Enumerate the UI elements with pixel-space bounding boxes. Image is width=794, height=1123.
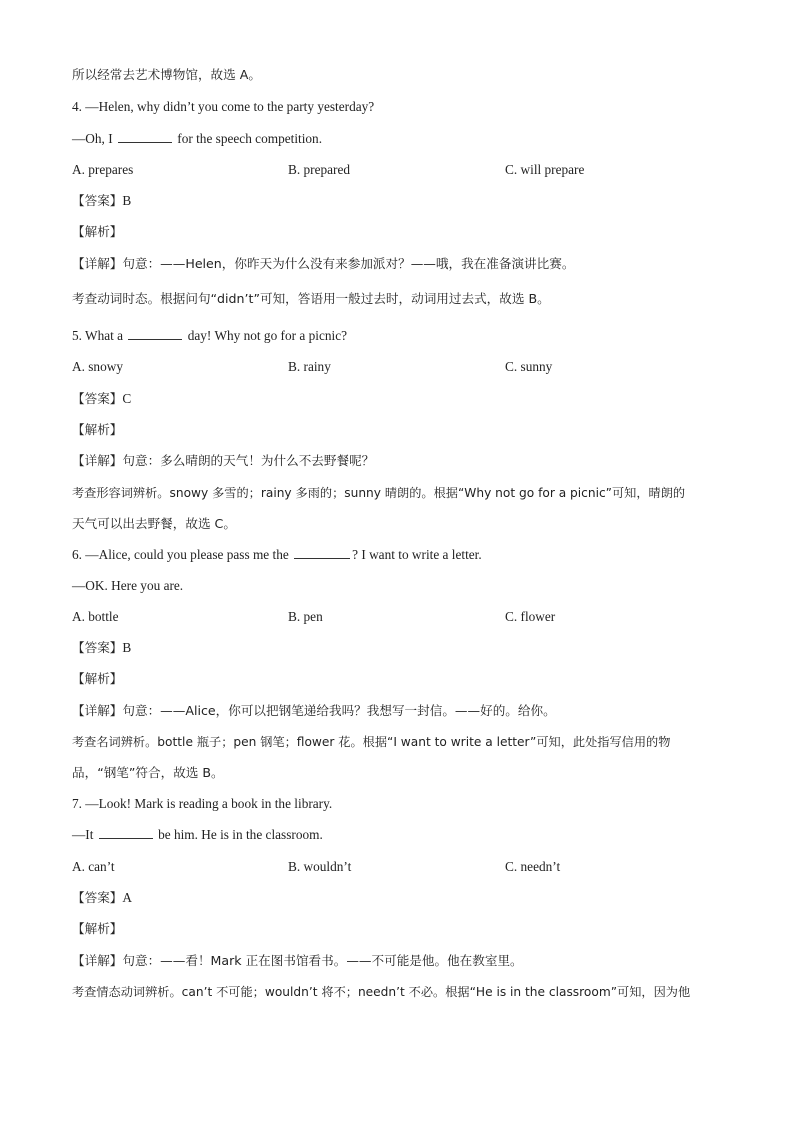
detail-label: 【详解】 (72, 703, 123, 718)
q5-answer-line (72, 390, 131, 408)
q4-stem-line2 (72, 130, 322, 148)
q7-detail-line (72, 952, 523, 970)
q6-explain-line1: 考查名词辨析。bottle 瓶子；pen 钢笔；flower 花。根据“I want to write a letter”可知，此处指写信用的物 (72, 735, 671, 749)
q6-option-c: C. flower (505, 609, 556, 624)
q7-detail: 句意：——看！Mark 正在图书馆看书。——不可能是他。他在教室里。 (122, 953, 523, 968)
q6-explain-line2: 品，“钢笔”符合，故选 B。 (72, 765, 224, 780)
q6-option-b: B. pen (288, 609, 323, 624)
q7-stem-pre: —It (72, 827, 94, 842)
q4-option-a: A. prepares (72, 162, 134, 177)
q4-analysis-label: 【解析】 (72, 224, 123, 239)
q5-option-c: C. sunny (505, 359, 553, 374)
q5-detail-line (72, 452, 374, 470)
q7-analysis-label: 【解析】 (72, 921, 123, 936)
detail-label: 【详解】 (72, 256, 123, 271)
q4-option-b: B. prepared (288, 162, 351, 177)
q6-option-a: A. bottle (72, 609, 119, 624)
q6-stem-pre: 6. —Alice, could you please pass me the (72, 547, 289, 562)
q5-explain-line2: 天气可以出去野餐，故选 C。 (72, 516, 236, 531)
answer-label: 【答案】 (72, 890, 123, 905)
q7-option-a: A. can’t (72, 859, 115, 874)
q5-blank (128, 327, 182, 340)
q5-option-b: B. rainy (288, 359, 331, 374)
q5-explain-line1: 考查形容词辨析。snowy 多雪的；rainy 多雨的；sunny 晴朗的。根据“Why not go for a picnic”可知，晴朗的 (72, 486, 686, 500)
detail-label: 【详解】 (72, 453, 123, 468)
q4-answer-line (72, 192, 131, 210)
q6-detail-line (72, 702, 556, 720)
q6-answer-line (72, 639, 131, 657)
q6-stem-post: ? I want to write a letter. (352, 547, 482, 562)
q7-answer: A (122, 890, 132, 905)
q4-detail-line (72, 255, 574, 273)
q5-stem-line1 (72, 327, 347, 345)
q7-stem-post: be him. He is in the classroom. (158, 827, 323, 842)
q5-stem-pre: 5. What a (72, 328, 124, 343)
q6-detail: 句意：——Alice，你可以把钢笔递给我吗？我想写一封信。——好的。给你。 (122, 703, 556, 718)
q5-stem-post: day! Why not go for a picnic? (187, 328, 347, 343)
q7-option-c: C. needn’t (505, 859, 561, 874)
intro-line: 所以经常去艺术博物馆，故选 A。 (72, 67, 261, 82)
q4-stem-pre: —Oh, I (72, 131, 113, 146)
q6-answer: B (122, 640, 132, 655)
q5-analysis-label: 【解析】 (72, 422, 123, 437)
q4-detail: 句意：——Helen，你昨天为什么没有来参加派对？——哦，我在准备演讲比赛。 (122, 256, 575, 271)
q7-option-b: B. wouldn’t (288, 859, 352, 874)
q4-explain-line1: 考查动词时态。根据问句“didn’t”可知，答语用一般过去时，动词用过去式，故选 B。 (72, 291, 550, 306)
q5-option-a: A. snowy (72, 359, 123, 374)
q4-stem-post: for the speech competition. (177, 131, 323, 146)
answer-label: 【答案】 (72, 391, 123, 406)
detail-label: 【详解】 (72, 953, 123, 968)
q4-stem-line1: 4. —Helen, why didn’t you come to the party yesterday? (72, 99, 375, 114)
q4-option-c: C. will prepare (505, 162, 585, 177)
answer-label: 【答案】 (72, 193, 123, 208)
q7-explain-line1: 考查情态动词辨析。can’t 不可能；wouldn’t 将不；needn’t 不必。根据“He is in the classroom”可知，因为他 (72, 985, 691, 999)
q7-stem-line2 (72, 826, 323, 844)
q5-answer: C (122, 391, 132, 406)
answer-label: 【答案】 (72, 640, 123, 655)
q7-stem-line1: 7. —Look! Mark is reading a book in the library. (72, 796, 333, 811)
q6-blank (294, 546, 350, 559)
q6-stem-line2: —OK. Here you are. (72, 578, 184, 593)
q4-blank (118, 130, 172, 143)
q6-stem-line1 (72, 546, 482, 564)
q6-analysis-label: 【解析】 (72, 671, 123, 686)
q7-answer-line (72, 889, 132, 907)
q4-answer: B (122, 193, 132, 208)
q5-detail: 句意：多么晴朗的天气！为什么不去野餐呢？ (122, 453, 375, 468)
q7-blank (99, 826, 153, 839)
